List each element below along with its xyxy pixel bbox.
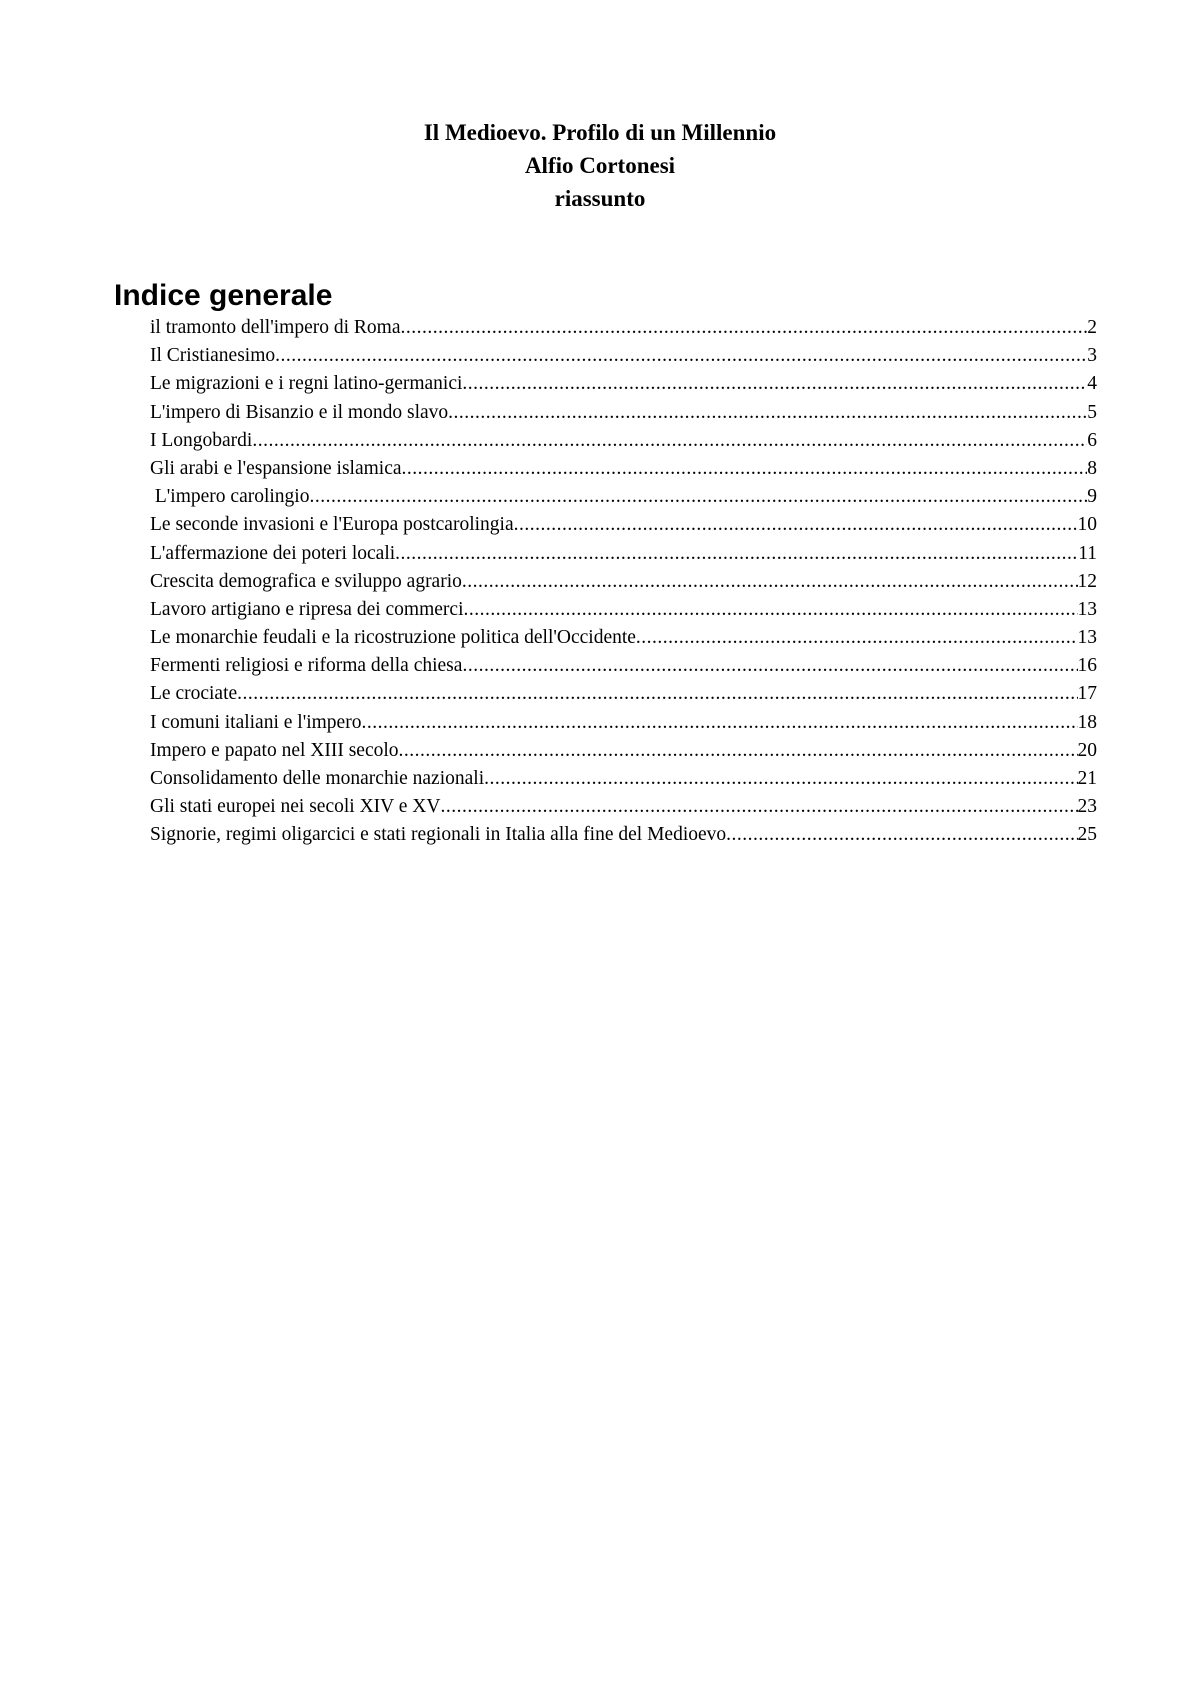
toc-entry-page-number: 8: [1087, 457, 1097, 479]
toc-entry[interactable]: [150, 793, 1097, 821]
toc-entry-title: L'impero di Bisanzio e il mondo slavo: [150, 401, 449, 423]
toc-dot-leader: [395, 540, 1078, 568]
toc-dot-leader: [361, 709, 1077, 737]
toc-entry-page-number: 12: [1077, 570, 1097, 592]
toc-entry[interactable]: [150, 596, 1097, 624]
toc-entry[interactable]: [150, 427, 1097, 455]
toc-entry-title: Le migrazioni e i regni latino-germanici: [150, 373, 463, 395]
toc-dot-leader: [514, 511, 1078, 539]
toc-entry-page-number: 5: [1087, 401, 1097, 423]
toc-dot-leader: [275, 342, 1087, 370]
toc-entry-page-number: 13: [1077, 627, 1097, 649]
toc-entry-title: Le monarchie feudali e la ricostruzione politica dell'Occidente: [150, 627, 636, 649]
toc-entry[interactable]: [150, 483, 1097, 511]
toc-entry-title: Le seconde invasioni e l'Europa postcarolingia: [150, 514, 514, 536]
toc-entry[interactable]: [150, 399, 1097, 427]
toc-entry[interactable]: [150, 511, 1097, 539]
toc-entry[interactable]: [150, 652, 1097, 680]
document-author: Alfio Cortonesi: [524, 153, 676, 178]
toc-entry-title: I Longobardi: [150, 429, 253, 451]
toc-entry-page-number: 3: [1087, 345, 1097, 367]
toc-entry[interactable]: [150, 737, 1097, 765]
toc-entry-title: Il Cristianesimo: [150, 345, 276, 367]
toc-dot-leader: [400, 314, 1087, 342]
toc-dot-leader: [309, 483, 1087, 511]
toc-entry-page-number: 20: [1077, 739, 1097, 761]
toc-dot-leader: [726, 821, 1077, 849]
toc-entry-title: Gli arabi e l'espansione islamica: [150, 457, 402, 479]
toc-entry[interactable]: [150, 709, 1097, 737]
toc-heading: Indice generale: [114, 279, 333, 312]
toc-dot-leader: [462, 652, 1077, 680]
toc-entry-title: Impero e papato nel XIII secolo: [150, 739, 399, 761]
toc-entry-page-number: 25: [1077, 824, 1097, 846]
toc-entry-page-number: 2: [1087, 317, 1097, 338]
toc-entry-page-number: 10: [1077, 514, 1097, 536]
toc-dot-leader: [636, 624, 1078, 652]
toc-entry-title: il tramonto dell'impero di Roma: [150, 317, 401, 338]
toc-dot-leader: [399, 737, 1078, 765]
toc-dot-leader: [252, 427, 1087, 455]
toc-entry-title: Signorie, regimi oligarcici e stati regionali in Italia alla fine del Medioevo: [150, 824, 727, 846]
toc-entry-title: Gli stati europei nei secoli XIV e XV: [150, 796, 441, 818]
toc-entry[interactable]: [150, 540, 1097, 568]
document-subtitle: riassunto: [554, 186, 646, 211]
toc-entry-title: Fermenti religiosi e riforma della chiesa: [150, 655, 463, 677]
toc-dot-leader: [484, 765, 1077, 793]
toc-dot-leader: [440, 793, 1077, 821]
toc-entry[interactable]: [150, 342, 1097, 370]
toc-entry-title: Le crociate: [150, 683, 238, 705]
toc-entry-title: L'impero carolingio: [150, 486, 310, 508]
toc-entry-page-number: 11: [1078, 542, 1097, 564]
toc-entry-page-number: 6: [1087, 429, 1097, 451]
toc-dot-leader: [448, 399, 1087, 427]
document-title: Il Medioevo. Profilo di un Millennio: [423, 120, 777, 145]
toc-dot-leader: [462, 568, 1078, 596]
toc-entry-page-number: 4: [1087, 373, 1097, 395]
toc-entry-page-number: 23: [1077, 796, 1097, 818]
toc-dot-leader: [402, 455, 1088, 483]
toc-entry-page-number: 21: [1077, 768, 1097, 789]
toc-dot-leader: [462, 370, 1087, 398]
toc-dot-leader: [237, 680, 1077, 708]
toc-entry[interactable]: [150, 314, 1097, 342]
toc-entry[interactable]: [150, 370, 1097, 398]
toc-entry-title: Consolidamento delle monarchie nazionali: [150, 768, 485, 789]
toc-entry[interactable]: [150, 455, 1097, 483]
toc-entry-page-number: 9: [1087, 486, 1097, 508]
toc-entry-title: Lavoro artigiano e ripresa dei commerci: [150, 598, 464, 620]
toc-entry-page-number: 18: [1077, 711, 1097, 733]
toc-entry-page-number: 16: [1077, 655, 1097, 677]
toc-entry-title: I comuni italiani e l'impero: [150, 711, 362, 733]
title-block: [0, 116, 1200, 215]
toc-entry-page-number: 13: [1077, 598, 1097, 620]
toc-entry[interactable]: [150, 765, 1097, 793]
toc-entry[interactable]: [150, 624, 1097, 652]
toc-entry[interactable]: [150, 821, 1097, 849]
toc-entry[interactable]: [150, 568, 1097, 596]
table-of-contents: [150, 314, 1097, 850]
toc-dot-leader: [464, 596, 1078, 624]
toc-entry-page-number: 17: [1077, 683, 1097, 705]
toc-entry[interactable]: [150, 680, 1097, 708]
toc-entry-title: L'affermazione dei poteri locali: [150, 542, 396, 564]
toc-entry-title: Crescita demografica e sviluppo agrario: [150, 570, 462, 592]
